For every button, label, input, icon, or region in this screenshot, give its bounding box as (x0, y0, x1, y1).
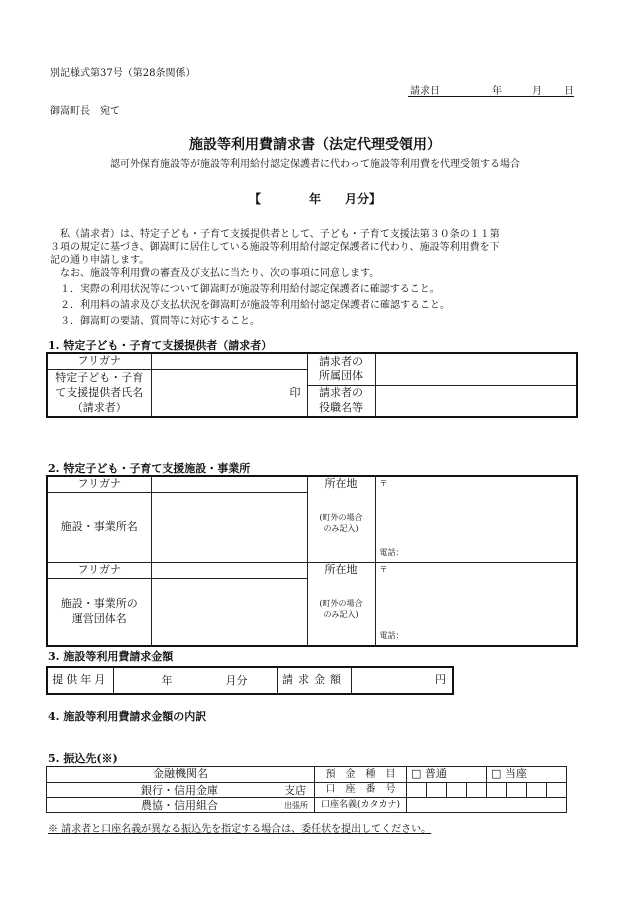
account-number-label: 口 座 番 号 (315, 782, 407, 797)
section3-title: 3. 施設等利用費請求金額 (48, 650, 174, 663)
operator-name-field[interactable] (151, 578, 307, 646)
operator-furigana-label: フリガナ (47, 562, 151, 578)
account-digit-3[interactable] (447, 782, 467, 797)
consent-intro: なお、施設等利用費の審査及び支払に当たり、次の事項に同意します。 (60, 268, 380, 279)
form-number-label: 別記様式第37号（第28条関係） (50, 68, 196, 79)
request-date-label: 請求日 (410, 86, 440, 97)
bank-header: 金融機関名 (47, 767, 315, 783)
seal-mark: 印 (289, 385, 301, 399)
operator-address-label: 所在地 (町外の場合 のみ記入) (307, 562, 375, 646)
amount-field[interactable] (351, 667, 453, 694)
facility-furigana-label: フリガナ (47, 476, 151, 492)
operator-name-label: 施設・事業所の 運営団体名 (47, 578, 151, 646)
org-field[interactable] (375, 353, 577, 385)
phone-label-2: 電話： (379, 631, 404, 641)
bank-type-1: 銀行・信用金庫 (141, 783, 218, 797)
account-digit-1[interactable] (407, 782, 427, 797)
bank-table (46, 766, 567, 813)
declaration-line-1: 私（請求者）は、特定子ども・子育て支援提供者として、子ども・子育て支援法第３０条の１１第 (60, 229, 500, 240)
amount-table (46, 666, 454, 695)
postal-mark: 〒 (379, 479, 388, 488)
section4-title: 4. 施設等利用費請求金額の内訳 (48, 710, 207, 723)
provider-name-label: 特定子ども・子育 て支援提供者氏名 （請求者） (47, 369, 151, 417)
provide-month-label: 提供年月 (47, 667, 113, 694)
deposit-type-label: 預 金 種 目 (315, 767, 407, 783)
page-title: 施設等利用費請求書（法定代理受領用） (189, 137, 441, 153)
consent-item-1: １．実際の利用状況等について御嵩町が施設等利用給付認定保護者に確認すること。 (60, 284, 440, 295)
facility-table (46, 475, 578, 647)
request-date-day: 日 (564, 86, 574, 97)
transfer-note: ※ 請求者と口座名義が異なる振込先を指定する場合は、委任状を提出してください。 (48, 824, 432, 835)
declaration-text (50, 228, 590, 328)
provider-furigana-label: フリガナ (47, 353, 151, 369)
facility-address-label: 所在地 (町外の場合 のみ記入) (307, 476, 375, 562)
postal-mark-2: 〒 (379, 564, 388, 574)
provider-table (46, 352, 578, 418)
declaration-line-3: 記の通り申請します。 (50, 255, 150, 266)
account-name-field[interactable] (407, 797, 567, 812)
section2-title: 2. 特定子ども・子育て支援施設・事業所 (48, 462, 251, 475)
provide-month-field[interactable] (113, 667, 277, 694)
bank-name-row-2[interactable] (47, 797, 315, 812)
bank-type-2: 農協・信用組合 (141, 798, 218, 812)
account-digit-4[interactable] (467, 782, 487, 797)
facility-furigana-field[interactable] (151, 476, 307, 492)
request-date-year: 年 (492, 86, 502, 97)
operator-address-field[interactable] (375, 562, 577, 646)
provide-month-unit: 月分 (225, 674, 248, 687)
phone-label: 電話： (379, 548, 404, 558)
consent-item-3: ３．御嵩町の要請、質問等に対応すること。 (60, 316, 260, 327)
provide-year-unit: 年 (161, 674, 173, 687)
request-date (408, 82, 574, 97)
consent-item-2: ２．利用料の請求及び支払状況を御嵩町が施設等利用給付認定保護者に確認すること。 (60, 300, 450, 311)
section5-title: 5. 振込先(※) (48, 752, 118, 765)
addressee: 御嵩町長 宛て (50, 106, 120, 117)
provider-furigana-field[interactable] (151, 353, 307, 369)
request-date-month: 月 (532, 86, 542, 97)
branch-unit: 支店 (284, 783, 306, 797)
account-digit-2[interactable] (427, 782, 447, 797)
role-field[interactable] (375, 385, 577, 417)
touza-checkbox[interactable]: □ 当座 (487, 767, 567, 783)
section1-title: 1. 特定子ども・子育て支援提供者（請求者） (48, 339, 273, 352)
yen-unit: 円 (435, 673, 446, 687)
provider-name-field[interactable] (151, 369, 307, 417)
account-digit-8[interactable] (547, 782, 567, 797)
facility-name-label: 施設・事業所名 (47, 492, 151, 562)
role-label: 請求者の 役職名等 (307, 385, 375, 417)
futsu-checkbox[interactable]: □ 普通 (407, 767, 487, 783)
account-digit-5[interactable] (487, 782, 507, 797)
facility-address-field[interactable] (375, 476, 577, 562)
account-name-label: 口座名義(カタカナ) (315, 797, 407, 812)
amount-label: 請求金額 (277, 667, 351, 694)
sub-branch-unit: 出張所 (284, 800, 308, 810)
declaration-line-2: ３項の規定に基づき、御嵩町に居住している施設等利用給付認定保護者に代わり、施設等利用費を下 (50, 242, 500, 253)
account-digit-6[interactable] (507, 782, 527, 797)
operator-furigana-field[interactable] (151, 562, 307, 578)
facility-name-field[interactable] (151, 492, 307, 562)
billing-period: 【 年 月分】 (248, 192, 381, 206)
account-digit-7[interactable] (527, 782, 547, 797)
page-subtitle: 認可外保育施設等が施設等利用給付認定保護者に代わって施設等利用費を代理受領する場合 (110, 159, 520, 170)
org-label: 請求者の 所属団体 (307, 353, 375, 385)
bank-name-row-1[interactable] (47, 782, 315, 797)
